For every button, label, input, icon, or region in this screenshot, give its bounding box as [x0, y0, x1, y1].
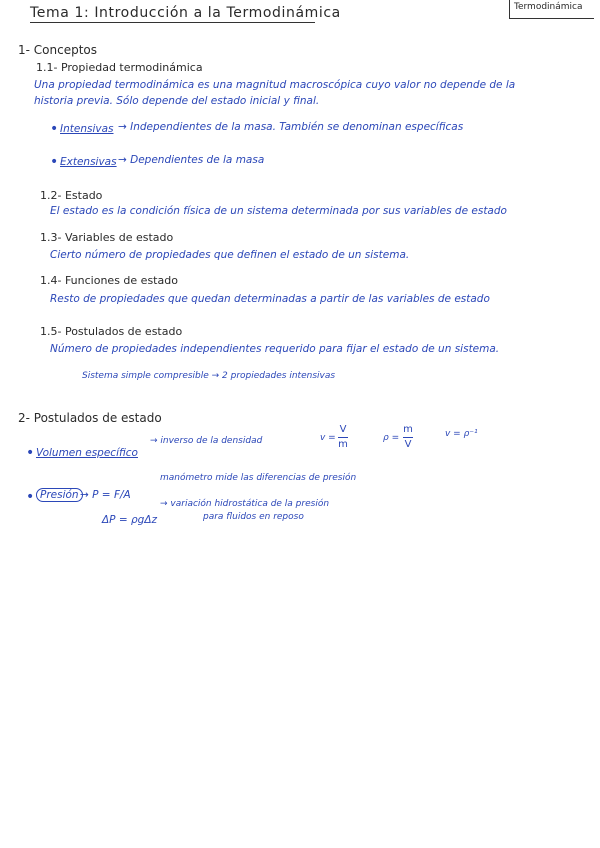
subsection-1-2-title: 1.2- Estado	[40, 189, 103, 202]
formula-v-lhs: v =	[320, 433, 336, 443]
presion-note: manómetro mide las diferencias de presión	[160, 473, 357, 483]
subsection-1-2-text: El estado es la condición física de un sistema determinada por sus variables de estado	[50, 205, 507, 217]
formula-rho-lhs: ρ =	[383, 433, 400, 443]
subsection-1-3-text: Cierto número de propiedades que definen el estado de un sistema.	[50, 249, 410, 261]
bullet-text-extensivas: → Dependientes de la masa	[118, 154, 265, 166]
page-title: Tema 1: Introducción a la Termodinámica	[30, 5, 341, 21]
hydrostatic-desc-line1: → variación hidrostática de la presión	[160, 499, 330, 509]
formula-v-fraction	[338, 425, 348, 450]
subsection-1-4-text: Resto de propiedades que quedan determinadas a partir de las variables de estado	[50, 293, 490, 305]
section-1-title: 1- Conceptos	[18, 43, 98, 57]
formula-v-inverse: v = ρ⁻¹	[445, 429, 478, 439]
formula-v-denominator: m	[338, 439, 348, 450]
fraction-bar	[403, 437, 413, 438]
bullet-dot: •	[26, 445, 35, 461]
volumen-especifico-term: Volumen específico	[36, 447, 138, 459]
subsection-1-5-note: Sistema simple compresible → 2 propiedades intensivas	[82, 371, 336, 381]
subsection-1-5-title: 1.5- Postulados de estado	[40, 325, 183, 338]
subsection-1-4-title: 1.4- Funciones de estado	[40, 274, 178, 287]
presion-formula: → P = F/A	[80, 489, 131, 501]
formula-rho-fraction	[403, 425, 413, 450]
presion-term-circled: Presión	[36, 488, 83, 502]
formula-rho-numerator: m	[403, 424, 413, 435]
subject-tag: Termodinámica	[514, 2, 583, 12]
bullet-term-intensivas: Intensivas	[60, 123, 114, 135]
subsection-1-1-text-line2: historia previa. Sólo depende del estado inicial y final.	[34, 95, 320, 107]
bullet-dot: •	[50, 121, 59, 137]
title-underline	[30, 22, 315, 23]
hydrostatic-formula: ΔP = ρgΔz	[102, 514, 158, 526]
subsection-1-5-text: Número de propiedades independientes requerido para fijar el estado de un sistema.	[50, 343, 500, 355]
fraction-bar	[338, 437, 348, 438]
bullet-dot: •	[26, 489, 35, 505]
subsection-1-3-title: 1.3- Variables de estado	[40, 231, 174, 244]
formula-rho-denominator: V	[404, 439, 412, 450]
subsection-1-1-title: 1.1- Propiedad termodinámica	[36, 61, 203, 74]
volumen-especifico-desc: → inverso de la densidad	[150, 436, 263, 446]
section-2-title: 2- Postulados de estado	[18, 411, 162, 425]
subsection-1-1-text-line1: Una propiedad termodinámica es una magnitud macroscópica cuyo valor no depende de la	[34, 79, 516, 91]
formula-v-numerator: V	[339, 424, 347, 435]
bullet-term-extensivas: Extensivas	[60, 156, 117, 168]
bullet-text-intensivas: → Independientes de la masa. También se denominan específicas	[118, 121, 464, 133]
presion-term	[36, 490, 83, 501]
hydrostatic-desc-line2: para fluidos en reposo	[203, 512, 304, 522]
bullet-dot: •	[50, 154, 59, 170]
